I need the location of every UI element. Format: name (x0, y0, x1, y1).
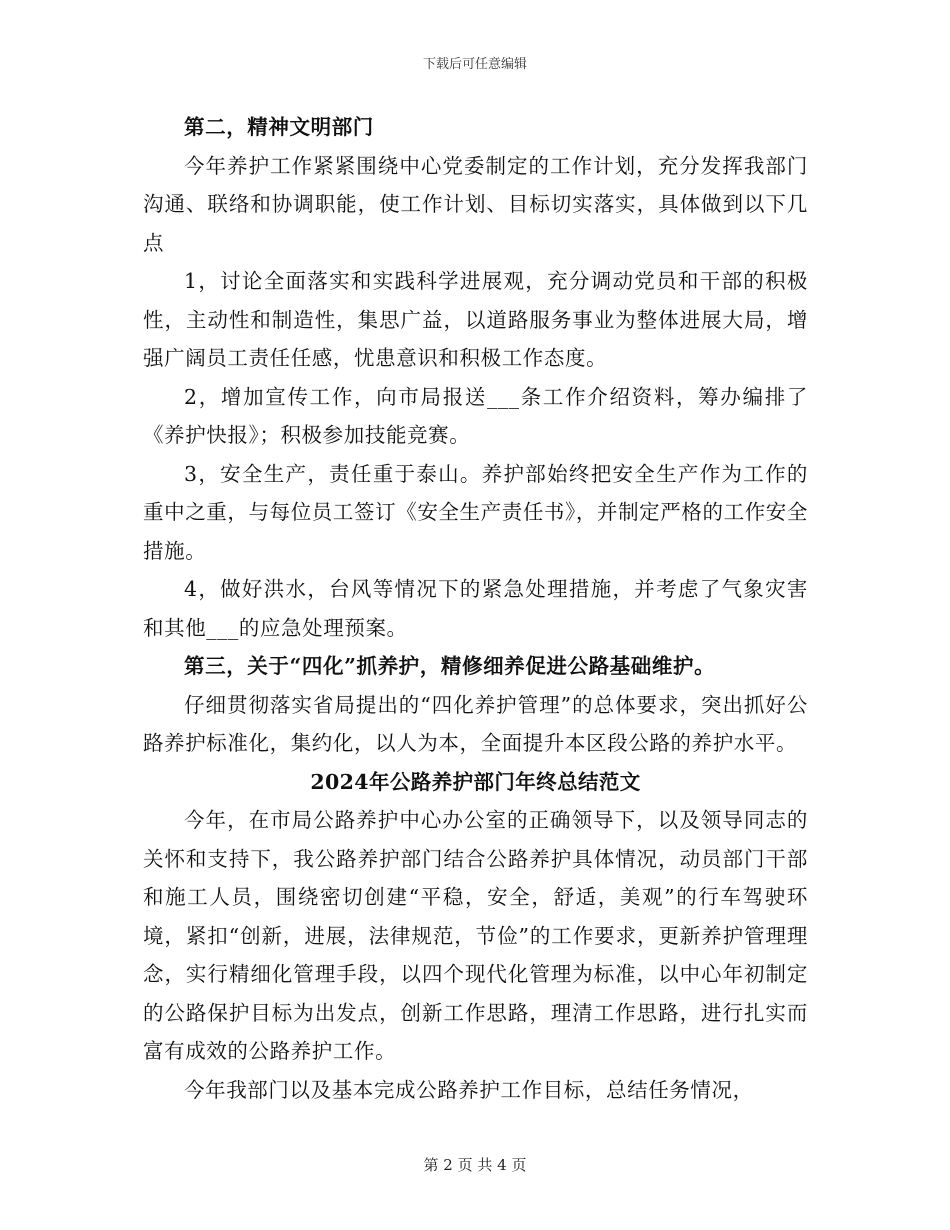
paragraph: 今年我部门以及基本完成公路养护工作目标，总结任务情况， (184, 1077, 754, 1102)
page-footer: 第 2 页 共 4 页 (423, 1156, 527, 1174)
paragraph: 3，安全生产，责任重于泰山。养护部始终把安全生产作为工作的重中之重，与每位员工签订《安全生产责任书》，并制定严格的工作安全措施。 (143, 461, 808, 563)
paragraph: 1，讨论全面落实和实践科学进展观，充分调动党员和干部的积极性，主动性和制造性，集思广益，以道路服务事业为整体进展大局，增强广阔员工责任任感，忧患意识和积极工作态度。 (143, 269, 808, 370)
paragraph: 仔细贯彻落实省局提出的“四化养护管理”的总体要求，突出抓好公路养护标准化，集约化，以人为本，全面提升本区段公路的养护水平。 (143, 692, 808, 755)
heading-section-three: 第三，关于“四化”抓养护，精修细养促进公路基础维护。 (184, 654, 716, 678)
heading-section-two: 第二，精神文明部门 (184, 115, 374, 139)
section-title: 2024年公路养护部门年终总结范文 (310, 769, 641, 794)
paragraph: 今年养护工作紧紧围绕中心党委制定的工作计划，充分发挥我部门沟通、联络和协调职能，使工作计划、目标切实落实，具体做到以下几点 (143, 153, 808, 255)
header-note: 下载后可任意编辑 (422, 57, 527, 72)
paragraph: 4，做好洪水，台风等情况下的紧急处理措施，并考虑了气象灾害和其他___的应急处理预案。 (143, 577, 808, 640)
paragraph: 2，增加宣传工作，向市局报送___条工作介绍资料，筹办编排了《养护快报》；积极参加技能竞赛。 (143, 384, 808, 447)
document-body (143, 108, 808, 1109)
paragraph: 今年，在市局公路养护中心办公室的正确领导下，以及领导同志的关怀和支持下，我公路养护部门结合公路养护具体情况，动员部门干部和施工人员，围绕密切创建“平稳，安全，舒适，美观”的行车驾驶环境，紧扣“创新，进展，法律规范，节俭”的工作要求，更新养护管理理念，实行精细化管理手段，以四个现代化管理为标准，以中心年初制定的公路保护目标为出发点，创新工作思路，理清工作思路，进行扎实而富有成效的公路养护工作。 (143, 808, 808, 1063)
